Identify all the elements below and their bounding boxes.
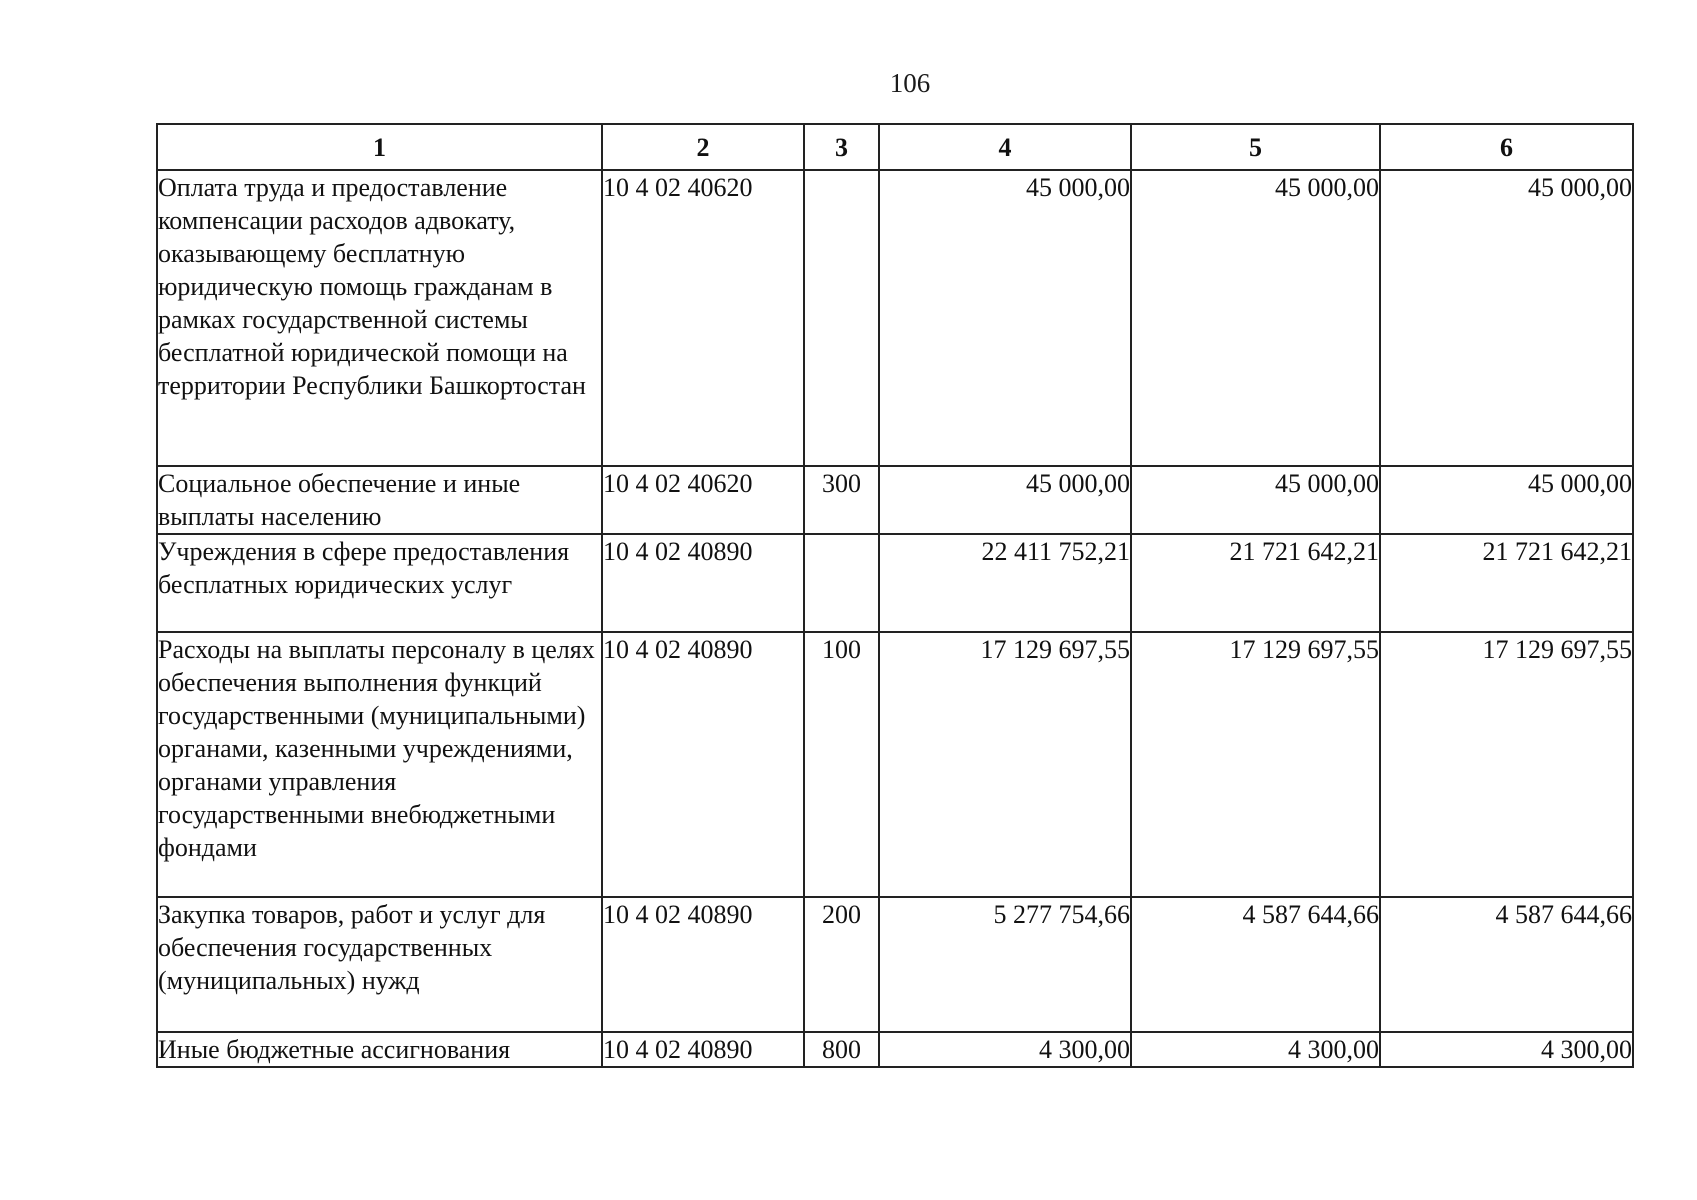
row-amount-col6: 17 129 697,55	[1380, 632, 1633, 897]
row-amount-col5: 45 000,00	[1131, 170, 1380, 466]
column-header-3: 3	[804, 124, 879, 170]
row-amount-col4: 4 300,00	[879, 1032, 1131, 1067]
row-name: Иные бюджетные ассигнования	[157, 1032, 602, 1067]
column-header-5: 5	[1131, 124, 1380, 170]
table-row	[157, 897, 1633, 1032]
row-code: 10 4 02 40620	[602, 466, 804, 534]
row-amount-col4: 17 129 697,55	[879, 632, 1131, 897]
row-amount-col6: 45 000,00	[1380, 170, 1633, 466]
table-row	[157, 466, 1633, 534]
table-row	[157, 632, 1633, 897]
row-amount-col5: 4 587 644,66	[1131, 897, 1380, 1032]
table-header-row	[157, 124, 1633, 170]
row-name: Учреждения в сфере предоставления бесплатных юридических услуг	[157, 534, 602, 632]
row-expense-type: 100	[804, 632, 879, 897]
column-header-1: 1	[157, 124, 602, 170]
row-amount-col6: 45 000,00	[1380, 466, 1633, 534]
page-number: 106	[889, 68, 931, 98]
row-amount-col4: 45 000,00	[879, 170, 1131, 466]
row-expense-type	[804, 170, 879, 466]
column-header-2: 2	[602, 124, 804, 170]
row-code: 10 4 02 40620	[602, 170, 804, 466]
column-header-6: 6	[1380, 124, 1633, 170]
row-amount-col5: 4 300,00	[1131, 1032, 1380, 1067]
row-amount-col5: 17 129 697,55	[1131, 632, 1380, 897]
row-name: Расходы на выплаты персоналу в целях обеспечения выполнения функций государственными (муниципальными) органами, казенными учреждениями, органами управления государственными внебюджетными фондами	[157, 632, 602, 897]
row-expense-type: 300	[804, 466, 879, 534]
table-row	[157, 1032, 1633, 1067]
table-row	[157, 534, 1633, 632]
row-amount-col4: 45 000,00	[879, 466, 1131, 534]
table-row	[157, 170, 1633, 466]
row-amount-col6: 21 721 642,21	[1380, 534, 1633, 632]
row-code: 10 4 02 40890	[602, 897, 804, 1032]
row-amount-col5: 45 000,00	[1131, 466, 1380, 534]
row-amount-col6: 4 587 644,66	[1380, 897, 1633, 1032]
row-expense-type: 800	[804, 1032, 879, 1067]
row-amount-col4: 22 411 752,21	[879, 534, 1131, 632]
row-code: 10 4 02 40890	[602, 1032, 804, 1067]
row-name: Закупка товаров, работ и услуг для обеспечения государственных (муниципальных) нужд	[157, 897, 602, 1032]
row-name: Социальное обеспечение и иные выплаты населению	[157, 466, 602, 534]
row-amount-col4: 5 277 754,66	[879, 897, 1131, 1032]
column-header-4: 4	[879, 124, 1131, 170]
row-amount-col6: 4 300,00	[1380, 1032, 1633, 1067]
row-code: 10 4 02 40890	[602, 534, 804, 632]
row-expense-type	[804, 534, 879, 632]
row-expense-type: 200	[804, 897, 879, 1032]
row-code: 10 4 02 40890	[602, 632, 804, 897]
row-name: Оплата труда и предоставление компенсации расходов адвокату, оказывающему бесплатную юридическую помощь гражданам в рамках государственной системы бесплатной юридической помощи на территории Республики Башкортостан	[157, 170, 602, 466]
budget-table	[156, 123, 1634, 1068]
row-amount-col5: 21 721 642,21	[1131, 534, 1380, 632]
